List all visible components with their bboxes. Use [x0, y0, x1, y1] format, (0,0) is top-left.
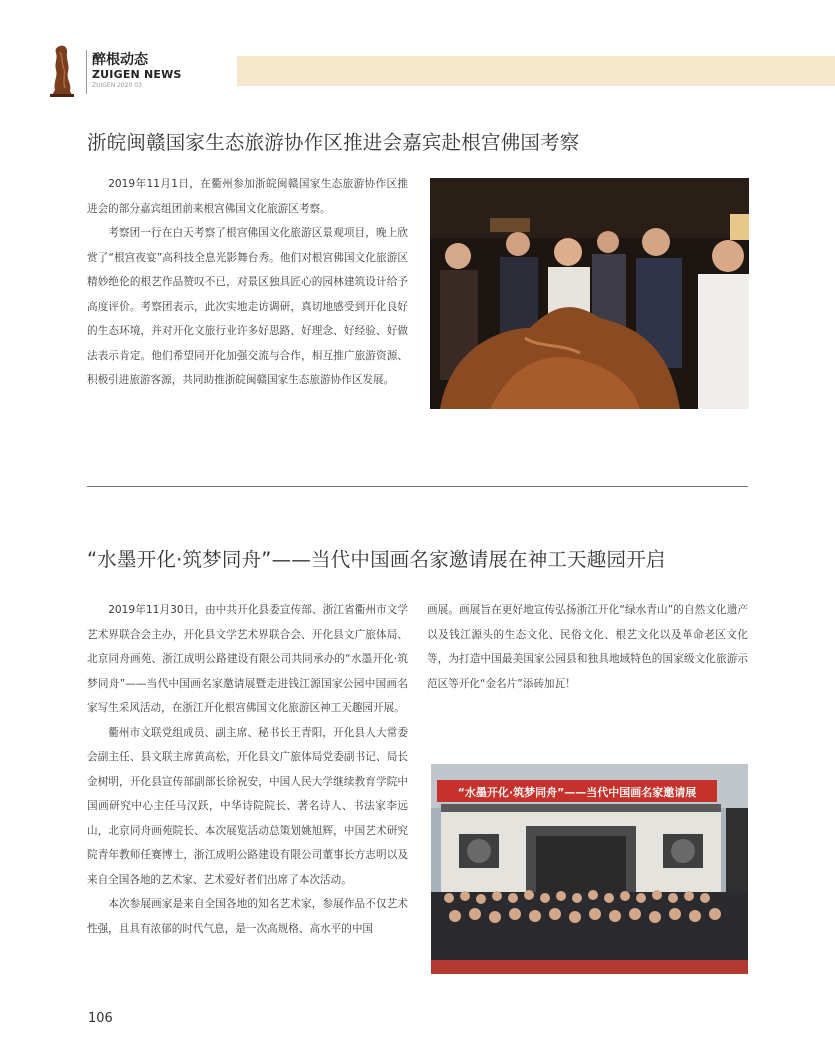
- article2-title: “水墨开化·筑梦同舟”——当代中国画名家邀请展在神工天趣园开启: [87, 548, 666, 571]
- section-header: [92, 52, 182, 90]
- article1-paragraph: 考察团一行在白天考察了根宫佛国文化旅游区景观项目，晚上欣赏了“根宫夜宴”高科技全息光影舞台秀。他们对根宫佛国文化旅游区精妙绝伦的根艺作品赞叹不已，对景区独具匠心的园林建筑设计给予高度评价。考察团表示，此次实地走访调研，真切地感受到开化良好的生态环境，并对开化文旅行业许多好思路、好理念、好经验、好做法表示肯定。他们希望同开化加强交流与合作，相互推广旅游资源、积极引进旅游客源，共同助推浙皖闽赣国家生态旅游协作区发展。: [87, 227, 408, 386]
- article1-title: 浙皖闽赣国家生态旅游协作区推进会嘉宾赴根宫佛国考察: [87, 131, 580, 154]
- exhibition-banner-text: “水墨开化·筑梦同舟”——当代中国画名家邀请展: [457, 786, 697, 799]
- article2-paragraph: 2019年11月30日，由中共开化县委宣传部、浙江省衢州市文学艺术界联合会主办，开化县文学艺术界联合会、开化县文广旅体局、北京同舟画苑、浙江成明公路建设有限公司共同承办的“水墨开化·筑梦同舟”——当代中国画名家邀请展暨走进钱江源国家公园中国画名家写生采风活动，在浙江开化根宫佛国文化旅游区神工天趣园开展。: [87, 604, 408, 714]
- inspection-group-photo: [430, 178, 749, 409]
- section-title-cn: 醉根动态: [92, 52, 148, 68]
- article1-body: [87, 172, 408, 393]
- page-number: 106: [88, 1011, 113, 1026]
- article2-body-left: [87, 598, 408, 941]
- article-separator: [87, 486, 748, 487]
- section-title-en: ZUIGEN NEWS: [92, 68, 182, 81]
- header-divider: [86, 50, 87, 94]
- issue-label: ZUIGEN 2020 03: [92, 82, 142, 89]
- article2-body-right: [427, 598, 748, 696]
- article2-paragraph: 衢州市文联党组成员、副主席、秘书长王青阳，开化县人大常委会副主任、县文联主席黄高松，开化县文广旅体局党委副书记、局长金树明，开化县宣传部副部长徐祝安，中国人民大学继续教育学院中国画研究中心主任马汉跃，中华诗院院长、著名诗人、书法家李远山，北京同舟画苑院长、本次展览活动总策划姚旭辉，中国艺术研究院青年教师任赛博士，浙江成明公路建设有限公司董事长方志明以及来自全国各地的艺术家、艺术爱好者们出席了本次活动。: [87, 726, 408, 886]
- root-sculpture-logo: [46, 44, 78, 98]
- exhibition-group-photo: [431, 764, 748, 974]
- header-band: [237, 56, 835, 86]
- article2-paragraph: 本次参展画家是来自全国各地的知名艺术家，参展作品不仅艺术性强，且具有浓郁的时代气息，是一次高规格、高水平的中国: [87, 898, 408, 935]
- article2-paragraph-continued: 画展。画展旨在更好地宣传弘扬浙江开化“绿水青山”的自然文化遗产以及钱江源头的生态文化、民俗文化、根艺文化以及革命老区文化等，为打造中国最美国家公园县和独具地域特色的国家级文化旅游示范区等开化“金名片”添砖加瓦！: [427, 604, 748, 690]
- article1-paragraph: 2019年11月1日，在衢州参加浙皖闽赣国家生态旅游协作区推进会的部分嘉宾组团前来根宫佛国文化旅游区考察。: [87, 178, 408, 215]
